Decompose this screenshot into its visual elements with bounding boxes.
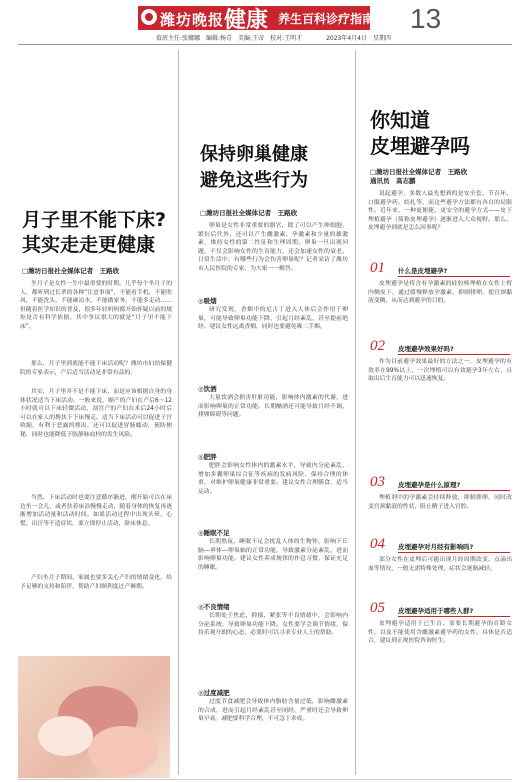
qa-answer: 部分女性在皮埋后可能出现月经周期改变、点滴出血等情况，一般无需特殊处理，症状会逐渐减轻。 [368, 557, 512, 572]
qa-question: 皮埋避孕适用于哪些人群? [398, 607, 474, 615]
middle-section-title: ◎肥胖 [198, 453, 217, 461]
page-number: 13 [410, 3, 442, 34]
qa-question: 什么是皮埋避孕? [398, 267, 448, 275]
qa-underline [398, 276, 510, 277]
page-header [0, 0, 530, 42]
qa-underline [398, 616, 510, 617]
middle-intro: 卵巢是女性非常重要的器官，除了可以产生卵细胞，繁衍后代外，还可以产生雌激素、孕激素和少量的雄激素，维持女性的第二性征和生理周期。卵巢一旦出现问题，不仅会影响女性的生育能力，还会加速女性的衰老。日常生活中，有哪些行为会伤害卵巢呢？记者采访了潍坊市人民医院的专家，为大家一一解答。 [198, 223, 348, 272]
section-slogan: 养生百科诊疗指南 [278, 12, 375, 26]
qa-underline [398, 552, 510, 553]
qa-answer: 埋植剂中的孕激素会持续释放，抑制排卵，同时改变宫颈黏液的性状，阻止精子进入宫腔。 [368, 495, 512, 510]
middle-section-text: 长期熬夜、睡眠不足会扰乱人体的生物钟，影响下丘脑—垂体—卵巢轴的正常功能，导致激素分泌紊乱，进而影响卵巢功能。建议女性养成规律的作息习惯，保证充足的睡眠。 [198, 539, 348, 571]
middle-section-title: ◎不良情绪 [198, 603, 230, 611]
qa-underline [398, 490, 510, 491]
middle-headline-line2: 避免这些行为 [200, 170, 308, 191]
left-paragraph: 那么，月子里到底能不能下床活动呢？潍坊市妇幼保健院的专家表示，产后适当活动是非常有益的。 [20, 361, 172, 376]
qa-number: 04 [370, 536, 385, 552]
middle-section-title: ◎睡眠不足 [198, 529, 230, 537]
mother-baby-photo [18, 656, 170, 778]
left-byline: □潍坊日报社全媒体记者 王路欣 [22, 267, 120, 275]
left-paragraph: 坐月子是女性一生中最重要的时期。几乎每个坐月子的人，都听到过长辈的各种“注意事项”，不能看手机，不能吹风，不能洗头，不能碰凉水，不能做家务，不能多走动……但随着医学知识的普及，很多年轻妈妈都开始怀疑以前的规矩是否有科学依据。其中争议很大的就是“月子里不能下床”。 [20, 281, 172, 330]
middle-section-title: ◎过度减肥 [198, 689, 230, 697]
header-rule [18, 44, 512, 45]
qa-number: 02 [370, 338, 385, 354]
newspaper-name: 潍坊晚报 [160, 11, 225, 29]
left-paragraph: 产妇坐月子期间，家属也要多关心产妇的情绪变化，给予足够的支持和陪伴，帮助产妇顺利度过产褥期。 [20, 575, 172, 590]
qa-underline [398, 354, 510, 355]
middle-section-text: 大量饮酒会损害肝脏功能，影响体内激素的代谢，进而影响卵巢的正常功能。长期酗酒还可能导致月经不调、排卵障碍等问题。 [198, 395, 348, 419]
left-paragraph: 其实，月子里并不是不能下床，而是应该根据自身的身体状况适当下床活动。一般来说，顺产的产妇在产后6～12小时就可以下床轻微活动，剖宫产的产妇在术后24小时后可以在家人的搀扶下下床慢走。适当下床活动可以促进子宫收缩，有利于恶露的排出，还可以促进胃肠蠕动，预防便秘，同时也能降低下肢静脉血栓的发生风险。 [20, 389, 172, 438]
flame-logo-icon [140, 8, 158, 26]
middle-headline-line1: 保持卵巢健康 [200, 144, 308, 165]
right-headline-line1: 你知道 [370, 108, 430, 132]
qa-question: 皮埋避孕效果好吗? [398, 345, 454, 353]
qa-answer: 作为目前避孕效果最好的方法之一，皮埋避孕的有效率在99%以上，一次埋植可以有效避孕3年左右，且取出后生育能力可以迅速恢复。 [368, 359, 512, 383]
left-headline-line2: 其实走走更健康 [22, 234, 156, 256]
qa-answer: 皮埋避孕是将含有孕激素的硅胶棒埋植在女性上臂内侧皮下，通过缓慢释放孕激素，抑制排卵，使宫颈黏液变稠，从而达到避孕的目的。 [368, 281, 512, 305]
middle-section-title: ◎吸烟 [198, 297, 217, 305]
qa-number: 01 [370, 260, 385, 276]
left-headline-line1: 月子里不能下床? [22, 209, 167, 231]
column-divider-right [355, 50, 356, 775]
middle-section-text: 研究发现，香烟中的尼古丁进入人体后会作用于卵巢，可能导致卵巢功能下降，引起月经紊乱，甚至提前绝经。建议女性远离香烟，同时也要避免吸二手烟。 [198, 307, 348, 331]
middle-section-text: 肥胖会影响女性体内的激素水平，导致内分泌紊乱，增加多囊卵巢综合征等疾病的发病风险。保持合理的体重，对维护卵巢健康非常重要。建议女性合理膳食，适当运动。 [198, 463, 348, 495]
qa-question: 皮埋避孕是什么原理? [398, 481, 461, 489]
section-name: 健康 [224, 7, 269, 33]
right-headline-line2: 皮埋避孕吗 [370, 134, 470, 158]
right-intro: 说起避孕，多数人最先想到的是安全套、节育环、口服避孕药、结扎等，而这些避孕方法都有各自的局限性。近年来，一种更便捷、更安全的避孕方式——皮下埋植避孕（简称皮埋避孕）逐渐进入大众视野。那么，皮埋避孕到底是怎么回事呢？ [368, 191, 512, 232]
footer-rule [18, 779, 512, 780]
middle-byline: □潍坊日报社全媒体记者 王路欣 [200, 209, 298, 217]
left-paragraph: 当然，下床活动时也要注意循序渐进，刚开始可以在床边坐一会儿，或者扶着床沿慢慢走动，随着身体的恢复再逐渐增加活动量和活动时间。如果活动过程中出现头晕、心慌、出汗等不适症状，要立即停止活动，卧床休息。 [20, 495, 172, 527]
qa-answer: 皮埋避孕适用于已生育、需要长期避孕的育龄女性，以及不能使用含雌激素避孕药的女性。具体是否适合，建议到正规医院咨询医生。 [368, 621, 512, 645]
qa-number: 05 [370, 600, 385, 616]
editorial-meta: 值班主任:张娜娜 编辑:杨青 美编:王帝 校对:王明才 2023年4月4日 星期四 [156, 35, 391, 42]
middle-section-text: 长期处于焦虑、抑郁、紧张等不良情绪中，会影响内分泌系统，导致卵巢功能下降。女性要学会调节情绪，保持乐观开朗的心态，必要时可以寻求专业人士的帮助。 [198, 613, 348, 637]
middle-section-text: 过度节食减肥会导致体内脂肪含量过低，影响雌激素的合成，进而引起月经紊乱甚至闭经，严重时还会导致卵巢早衰。减肥要科学合理，不可急于求成。 [198, 699, 348, 723]
middle-section-title: ◎饮酒 [198, 385, 217, 393]
qa-question: 皮埋避孕对月经有影响吗? [398, 543, 474, 551]
qa-number: 03 [370, 474, 385, 490]
right-byline: □潍坊日报社全媒体记者 王路欣 通讯员 高志鹏 [370, 168, 468, 185]
column-divider-left [178, 50, 179, 775]
